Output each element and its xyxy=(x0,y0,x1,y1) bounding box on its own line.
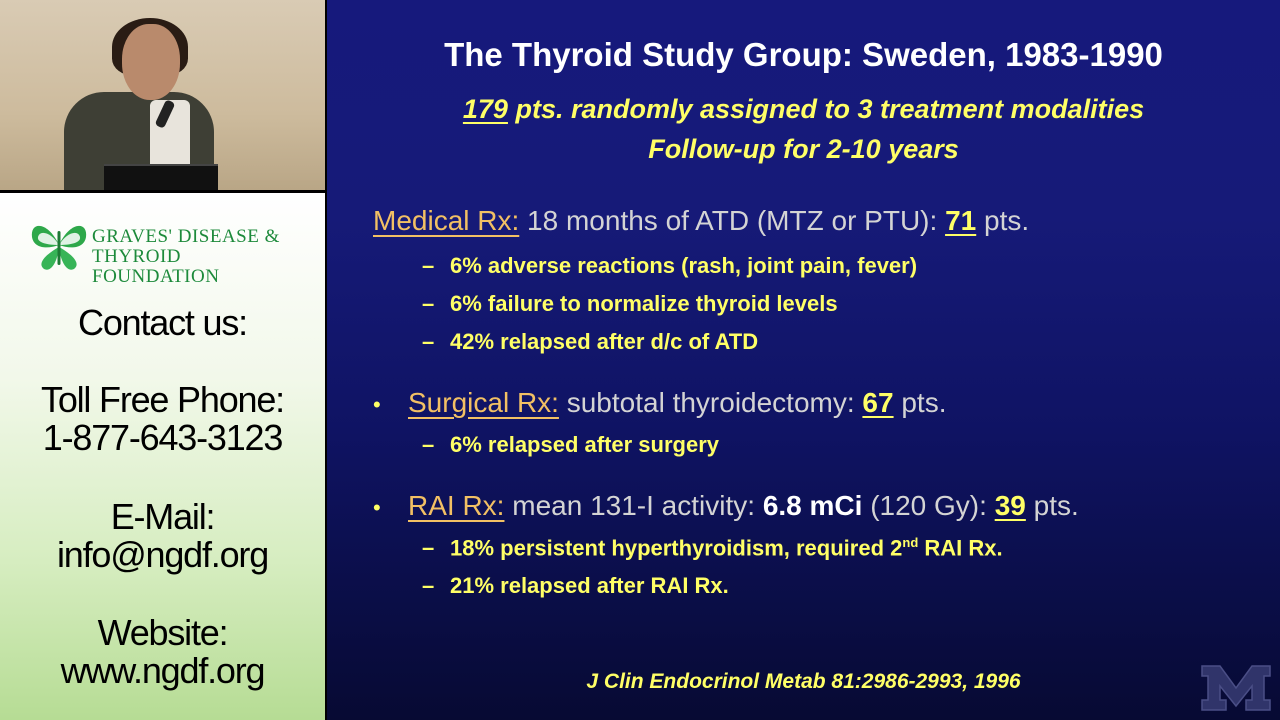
medical-rx-label: Medical Rx: xyxy=(373,205,520,236)
medical-item-text: 6% adverse reactions (rash, joint pain, fever) xyxy=(450,253,918,278)
medical-item xyxy=(422,291,838,317)
email-link[interactable]: info@ngdf.org xyxy=(56,534,269,575)
block-m-logo-icon xyxy=(1200,662,1272,714)
contact-sidebar xyxy=(0,193,325,720)
rai-rx-text: mean 131-I activity: xyxy=(504,490,763,521)
rai-rx-count: 39 xyxy=(994,490,1026,521)
rai-item xyxy=(422,573,729,599)
surgical-rx-text: subtotal thyroidectomy: xyxy=(558,387,863,418)
logo-line1: GRAVES' DISEASE & xyxy=(92,226,280,247)
medical-rx-count: 71 xyxy=(945,205,977,236)
presentation-slide xyxy=(327,0,1280,720)
slide-title: The Thyroid Study Group: Sweden, 1983-1990 xyxy=(444,36,1163,73)
website-label: Website: xyxy=(97,612,228,653)
rai-rx-gy: (120 Gy): xyxy=(862,490,995,521)
surgical-rx-label: Surgical Rx: xyxy=(408,387,559,418)
medical-item-text: 6% failure to normalize thyroid levels xyxy=(450,291,838,316)
dash-marker: – xyxy=(422,291,435,316)
bullet-marker: • xyxy=(373,392,381,417)
medical-rx-text: 18 months of ATD (MTZ or PTU): xyxy=(519,205,946,236)
rai-rx-line xyxy=(408,490,1079,522)
butterfly-logo-icon xyxy=(28,219,90,271)
subtitle-text: pts. randomly assigned to 3 treatment modalities xyxy=(507,94,1145,124)
citation: J Clin Endocrinol Metab 81:2986-2993, 1996 xyxy=(586,670,1021,693)
rai-rx-dose: 6.8 mCi xyxy=(762,490,863,521)
phone-number[interactable]: 1-877-643-3123 xyxy=(42,417,283,458)
slide-subtitle-followup: Follow-up for 2-10 years xyxy=(648,134,959,164)
medical-rx-line xyxy=(373,205,1029,237)
dash-marker: – xyxy=(422,573,435,598)
surgical-item-text: 6% relapsed after surgery xyxy=(450,432,720,457)
dash-marker: – xyxy=(422,329,435,354)
rai-item xyxy=(422,535,1003,561)
dash-marker: – xyxy=(422,535,435,561)
surgical-rx-line xyxy=(408,387,947,419)
rai-item-text: 18% persistent hyperthyroidism, required 2 xyxy=(450,535,903,561)
surgical-rx-count: 67 xyxy=(862,387,894,418)
surgical-rx-pts: pts. xyxy=(893,387,947,418)
surgical-item xyxy=(422,432,719,458)
medical-item xyxy=(422,253,917,279)
slide-subtitle xyxy=(327,94,1280,125)
bullet-marker: • xyxy=(373,495,381,520)
speaker-video xyxy=(0,0,325,193)
dash-marker: – xyxy=(422,432,435,457)
medical-rx-pts: pts. xyxy=(976,205,1030,236)
medical-item xyxy=(422,329,758,355)
contact-heading: Contact us: xyxy=(78,302,247,343)
logo-text xyxy=(92,227,308,287)
logo-line2: THYROID FOUNDATION xyxy=(92,246,220,287)
rai-item-superscript: nd xyxy=(902,535,919,550)
rai-item-text-end: RAI Rx. xyxy=(918,535,1003,561)
medical-item-text: 42% relapsed after d/c of ATD xyxy=(450,329,759,354)
foundation-logo xyxy=(28,217,308,287)
dash-marker: – xyxy=(422,253,435,278)
podium-laptop xyxy=(104,164,218,193)
speaker-face xyxy=(122,24,180,100)
subtitle-count: 179 xyxy=(462,94,508,124)
rai-rx-label: RAI Rx: xyxy=(408,490,505,521)
email-label: E-Mail: xyxy=(110,496,215,537)
phone-label: Toll Free Phone: xyxy=(41,379,284,420)
rai-item-text: 21% relapsed after RAI Rx. xyxy=(450,573,729,598)
website-link[interactable]: www.ngdf.org xyxy=(60,650,265,691)
rai-rx-pts: pts. xyxy=(1025,490,1079,521)
